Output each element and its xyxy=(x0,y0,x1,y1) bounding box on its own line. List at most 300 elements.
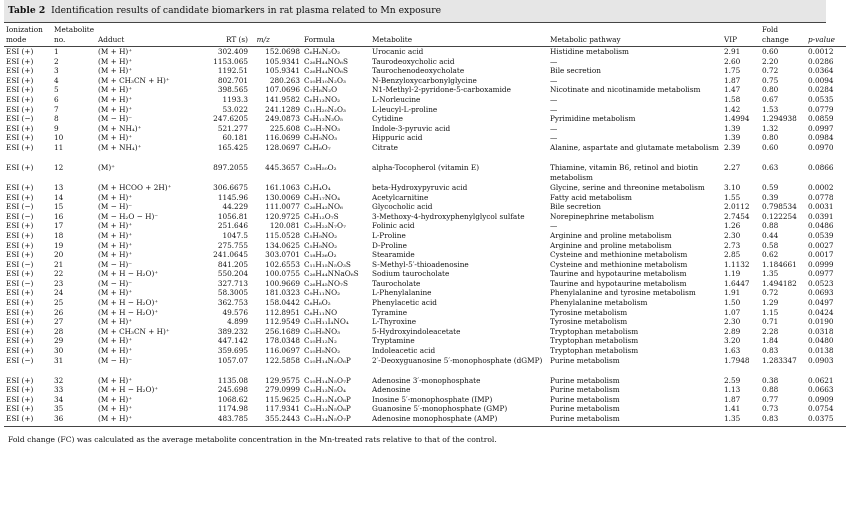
table-row xyxy=(4,395,846,405)
cell-p-value: 0.0391 xyxy=(808,211,834,221)
cell-metabolite: Guanosine 5′-monophosphate (GMP) xyxy=(372,404,508,414)
cell-metabolite-no: 16 xyxy=(54,211,64,221)
cell-ionization-mode: ESI (+) xyxy=(6,230,34,240)
header-rt: RT (s) xyxy=(192,23,250,47)
cell-p-value: 0.0977 xyxy=(808,269,834,279)
cell-adduct: (M + HCOO + 2H)⁺ xyxy=(98,182,172,192)
cell-metabolite: Cytidine xyxy=(372,114,403,124)
cell-adduct: (M + H)⁺ xyxy=(96,414,192,426)
cell-ionization-mode: ESI (+) xyxy=(6,326,34,336)
cell-metabolite-no: 24 xyxy=(54,288,64,298)
cell-metabolite: D-Proline xyxy=(372,240,407,250)
table-row xyxy=(4,308,846,318)
cell-p-value: 0.0284 xyxy=(808,85,834,95)
cell-formula: C₁₀H₇NO₃ xyxy=(304,123,341,133)
cell-ionization-mode: ESI (+) xyxy=(6,192,34,202)
cell-vip: 1.4994 xyxy=(724,114,750,124)
cell-metabolite-no: 5 xyxy=(54,85,59,95)
table-row xyxy=(4,250,846,260)
cell-fold-change: 0.122254 xyxy=(762,211,797,221)
cell-fold-change: 0.73 xyxy=(762,404,779,414)
cell-adduct: (M + H)⁺ xyxy=(98,336,133,346)
cell-metabolite: Inosine 5′-monophosphate (IMP) xyxy=(372,394,493,404)
cell-adduct: (M + H)⁺ xyxy=(98,47,133,56)
cell-vip: 1.42 xyxy=(724,104,741,114)
cell-vip: 1.58 xyxy=(724,94,741,104)
cell-fold-change: 1.53 xyxy=(762,104,779,114)
cell-ionization-mode: ESI (+) xyxy=(6,75,34,85)
cell-vip: 1.19 xyxy=(724,269,741,279)
cell-vip: 1.41 xyxy=(724,404,741,414)
cell-adduct: (M + H)⁺ xyxy=(98,56,133,66)
cell-p-value: 0.0480 xyxy=(808,336,834,346)
cell-formula: C₁₀H₁₃N₄O₈P xyxy=(304,394,351,404)
cell-adduct: (M − H)⁻ xyxy=(98,278,133,288)
table-row xyxy=(4,221,846,231)
table-row xyxy=(4,124,846,134)
cell-ionization-mode: ESI (+) xyxy=(6,162,34,172)
cell-ionization-mode: ESI (+) xyxy=(4,414,52,426)
cell-fold-change: 0.83 xyxy=(762,346,779,356)
cell-rt: 245.698 xyxy=(217,385,248,395)
cell-p-value: 0.0364 xyxy=(808,66,834,76)
cell-adduct: (M + H)⁺ xyxy=(98,85,133,95)
cell-vip: 1.91 xyxy=(724,288,741,298)
cell-ionization-mode: ESI (+) xyxy=(6,336,34,346)
cell-pathway: Phenylalanine and tyrosine metabolism xyxy=(550,288,696,298)
table-row xyxy=(4,231,846,241)
cell-vip: 2.59 xyxy=(724,375,741,385)
cell-fold-change: 0.63 xyxy=(762,162,779,172)
cell-formula: C₆H₁₃NO₂ xyxy=(304,94,341,104)
cell-rt: 1056.81 xyxy=(217,211,248,221)
cell-formula: C₉H₁₁NO₂ xyxy=(304,288,341,298)
cell-formula: C₆H₈O₇ xyxy=(304,142,331,152)
cell-metabolite: Taurochenodeoxycholate xyxy=(372,66,465,76)
cell-vip: 1.6447 xyxy=(724,278,750,288)
cell-metabolite: Taurodeoxycholic acid xyxy=(372,56,455,66)
table-row xyxy=(4,356,846,376)
cell-formula: C₅H₉NO₂ xyxy=(304,230,338,240)
cell-ionization-mode: ESI (−) xyxy=(6,211,34,221)
cell-formula: C₁₀H₁₃N₅O₈P xyxy=(304,404,351,414)
cell-formula: C₉H₁₂O₇S xyxy=(304,211,339,221)
cell-rt: 398.565 xyxy=(217,85,248,95)
cell-formula: C₈H₁₁NO xyxy=(304,307,338,317)
cell-metabolite: Phenylacetic acid xyxy=(372,298,437,308)
cell-metabolite-no: 14 xyxy=(54,192,64,202)
cell-adduct: (M + H)⁺ xyxy=(98,240,133,250)
cell-fold-change: 2.20 xyxy=(762,56,779,66)
cell-metabolite-no: 29 xyxy=(54,336,64,346)
cell-metabolite: Stearamide xyxy=(372,250,415,260)
cell-rt: 483.785 xyxy=(192,414,250,426)
cell-formula: C₂₆H₄₄NO₆S xyxy=(304,56,348,66)
cell-mz: 115.9625 xyxy=(265,394,300,404)
cell-pathway: Norepinephrine metabolism xyxy=(550,211,655,221)
header-row xyxy=(4,23,846,47)
table-row xyxy=(4,163,846,183)
cell-ionization-mode: ESI (+) xyxy=(6,240,34,250)
table-row xyxy=(4,298,846,308)
cell-ionization-mode: ESI (+) xyxy=(6,221,34,231)
cell-p-value: 0.0318 xyxy=(808,326,834,336)
cell-metabolite-no: 1 xyxy=(54,47,59,56)
cell-ionization-mode: ESI (+) xyxy=(6,94,34,104)
cell-p-value: 0.0903 xyxy=(808,355,834,365)
cell-adduct: (M + H)⁺ xyxy=(98,394,133,404)
cell-formula: C₆H₆N₂O₂ xyxy=(304,47,341,56)
cell-p-value: 0.0017 xyxy=(808,250,834,260)
cell-pathway: Purine metabolism xyxy=(550,385,620,395)
cell-mz: 178.0348 xyxy=(265,336,300,346)
cell-fold-change: 0.60 xyxy=(762,47,779,56)
cell-pathway: Thiamine, vitamin B6, retinol and biotin metabolism xyxy=(550,162,699,182)
cell-rt: 1192.51 xyxy=(217,66,248,76)
table-row xyxy=(4,66,846,76)
cell-pathway: Histidine metabolism xyxy=(550,47,629,56)
cell-vip: 1.35 xyxy=(722,414,760,426)
cell-ionization-mode: ESI (+) xyxy=(6,288,34,298)
cell-rt: 251.646 xyxy=(217,221,248,231)
cell-fold-change: 0.80 xyxy=(762,85,779,95)
cell-adduct: (M − H)⁻ xyxy=(98,259,133,269)
cell-mz: 280.263 xyxy=(269,75,300,85)
cell-ionization-mode: ESI (+) xyxy=(6,56,34,66)
cell-p-value: 0.0539 xyxy=(808,230,834,240)
cell-pathway: Taurine and hypotaurine metabolism xyxy=(550,269,687,279)
cell-fold-change: 1.294938 xyxy=(762,114,797,124)
cell-p-value: 0.0779 xyxy=(808,104,834,114)
cell-fold-change: 0.39 xyxy=(762,192,779,202)
table-row xyxy=(4,317,846,327)
cell-vip: 1.87 xyxy=(724,75,741,85)
cell-p-value: 0.0999 xyxy=(808,259,834,269)
cell-metabolite-no: 20 xyxy=(54,250,64,260)
cell-p-value: 0.0497 xyxy=(808,298,834,308)
cell-adduct: (M)⁺ xyxy=(98,162,116,172)
cell-ionization-mode: ESI (+) xyxy=(6,404,34,414)
cell-formula: C₁₀H₁₃N₅O₄ xyxy=(304,385,346,395)
cell-vip: 2.73 xyxy=(724,240,741,250)
cell-mz: 130.0069 xyxy=(265,192,300,202)
cell-adduct: (M + H)⁺ xyxy=(98,94,133,104)
cell-ionization-mode: ESI (−) xyxy=(6,259,34,269)
table-row xyxy=(4,114,846,124)
cell-metabolite: L-Norleucine xyxy=(372,94,421,104)
cell-mz: 116.0697 xyxy=(265,346,300,356)
cell-metabolite-no: 11 xyxy=(54,142,64,152)
cell-fold-change: 0.38 xyxy=(762,375,779,385)
cell-pathway: Purine metabolism xyxy=(550,394,620,404)
cell-adduct: (M + H)⁺ xyxy=(98,346,133,356)
cell-formula: C₂₆H₄₃NO₆ xyxy=(304,202,343,212)
cell-formula: C₁₀H₉NO₂ xyxy=(304,346,341,356)
cell-adduct: (M + H)⁺ xyxy=(98,66,133,76)
table-row xyxy=(4,376,846,386)
cell-vip: 2.30 xyxy=(724,317,741,327)
cell-p-value: 0.0859 xyxy=(808,114,834,124)
cell-p-value: 0.0970 xyxy=(808,142,834,152)
cell-pathway: Nicotinate and nicotinamide metabolism xyxy=(550,85,701,95)
cell-metabolite-no: 32 xyxy=(54,375,64,385)
cell-fold-change: 1.32 xyxy=(762,123,779,133)
cell-rt: 362.753 xyxy=(217,298,248,308)
cell-adduct: (M + H)⁺ xyxy=(98,221,133,231)
cell-vip: 1.47 xyxy=(724,85,741,95)
cell-formula: C₁₈H₃₆O₂ xyxy=(304,250,337,260)
cell-rt: 4.899 xyxy=(227,317,248,327)
cell-mz: 181.0323 xyxy=(265,288,300,298)
cell-adduct: (M + H)⁺ xyxy=(98,230,133,240)
cell-metabolite: S-Methyl-5′-thioadenosine xyxy=(372,259,469,269)
table-body xyxy=(4,47,846,427)
cell-formula: C₉H₁₃N₃O₅ xyxy=(304,114,343,124)
cell-rt: 275.755 xyxy=(217,240,248,250)
cell-formula: C₂₆H₄₅NO₇S xyxy=(304,278,348,288)
cell-fold-change: 0.77 xyxy=(762,394,779,404)
cell-mz: 112.9549 xyxy=(265,317,300,327)
cell-metabolite: Sodium taurocholate xyxy=(372,269,450,279)
cell-vip: 2.0112 xyxy=(724,202,750,212)
cell-mz: 279.0999 xyxy=(265,385,300,395)
cell-adduct: (M − H)⁻ xyxy=(98,355,133,365)
cell-vip: 1.39 xyxy=(724,123,741,133)
cell-formula: C₁₁H₂₀N₂O₃ xyxy=(304,104,346,114)
cell-adduct: (M + H)⁺ xyxy=(98,288,133,298)
cell-ionization-mode: ESI (+) xyxy=(6,269,34,279)
cell-rt: 521.277 xyxy=(217,123,248,133)
cell-vip: 1.50 xyxy=(724,298,741,308)
table-row xyxy=(4,269,846,279)
cell-metabolite: Glycocholic acid xyxy=(372,202,433,212)
cell-metabolite: alpha-Tocopherol (vitamin E) xyxy=(372,162,480,172)
cell-rt: 802.701 xyxy=(217,75,248,85)
cell-mz: 303.0701 xyxy=(265,250,300,260)
cell-rt: 1193.3 xyxy=(222,94,248,104)
cell-rt: 447.142 xyxy=(217,336,248,346)
cell-metabolite: beta-Hydroxypyruvic acid xyxy=(372,182,468,192)
cell-fold-change: 0.80 xyxy=(762,133,779,143)
cell-p-value: 0.0778 xyxy=(808,192,834,202)
header-mz: m/z xyxy=(250,23,302,47)
cell-metabolite: N-Benzyloxycarbonylglycine xyxy=(372,75,477,85)
cell-fold-change: 1.35 xyxy=(762,269,779,279)
cell-vip: 2.91 xyxy=(724,47,741,56)
cell-metabolite-no: 23 xyxy=(54,278,64,288)
cell-p-value: 0.0031 xyxy=(808,202,834,212)
cell-metabolite-no: 10 xyxy=(54,133,64,143)
cell-adduct: (M + H)⁺ xyxy=(98,104,133,114)
header-fold-change: Fold change xyxy=(760,23,806,47)
cell-pathway: — xyxy=(550,123,558,133)
cell-pathway: Arginine and proline metabolism xyxy=(550,240,672,250)
cell-rt: 302.409 xyxy=(217,47,248,56)
cell-p-value: 0.0138 xyxy=(808,346,834,356)
cell-vip: 2.30 xyxy=(724,230,741,240)
cell-metabolite-no: 21 xyxy=(54,259,64,269)
cell-fold-change: 0.62 xyxy=(762,250,779,260)
table-row xyxy=(4,202,846,212)
cell-metabolite-no: 26 xyxy=(54,307,64,317)
cell-pathway: Purine metabolism xyxy=(550,355,620,365)
cell-metabolite: N1-Methyl-2-pyridone-5-carboxamide xyxy=(372,85,511,95)
cell-p-value: 0.0424 xyxy=(808,307,834,317)
cell-vip: 1.87 xyxy=(724,394,741,404)
cell-adduct: (M + CH₃CN + H)⁺ xyxy=(98,75,170,85)
cell-metabolite: L-Proline xyxy=(372,230,406,240)
cell-vip: 2.27 xyxy=(724,162,741,172)
cell-rt: 550.204 xyxy=(217,269,248,279)
cell-mz: 120.9725 xyxy=(265,211,300,221)
cell-formula: C₃H₄O₄ xyxy=(304,182,331,192)
cell-p-value: 0.0094 xyxy=(808,75,834,85)
table-row xyxy=(4,183,846,193)
cell-pathway: Pyrimidine metabolism xyxy=(550,114,636,124)
table-caption xyxy=(4,0,826,23)
cell-metabolite-no: 3 xyxy=(54,66,59,76)
cell-metabolite: Tyramine xyxy=(372,307,408,317)
cell-metabolite-no: 18 xyxy=(54,230,64,240)
cell-rt: 60.181 xyxy=(222,133,248,143)
cell-mz: 128.0697 xyxy=(265,142,300,152)
table-title: Identification results of candidate biomarkers in rat plasma related to Mn exposure xyxy=(51,5,442,16)
header-ionization-mode: Ionization mode xyxy=(4,23,52,47)
cell-metabolite-no: 36 xyxy=(52,414,96,426)
table-row xyxy=(4,76,846,86)
cell-rt: 841.205 xyxy=(217,259,248,269)
cell-metabolite: Tryptamine xyxy=(372,336,415,346)
cell-formula: C₁₀H₁₄N₅O₇P xyxy=(304,375,351,385)
cell-metabolite-no: 33 xyxy=(54,385,64,395)
cell-p-value: 0.0523 xyxy=(808,278,834,288)
cell-mz: 158.0442 xyxy=(265,298,300,308)
cell-fold-change: 0.798534 xyxy=(762,202,797,212)
cell-ionization-mode: ESI (+) xyxy=(6,307,34,317)
cell-metabolite: Citrate xyxy=(372,142,398,152)
cell-p-value: 0.0909 xyxy=(808,394,834,404)
table-row xyxy=(4,47,846,57)
cell-rt: 165.425 xyxy=(217,142,248,152)
cell-metabolite-no: 6 xyxy=(54,94,59,104)
cell-formula: C₁₀H₁₂N₂ xyxy=(304,336,337,346)
cell-fold-change: 0.44 xyxy=(762,230,779,240)
cell-mz: 152.0698 xyxy=(265,47,300,56)
cell-metabolite: 3-Methoxy-4-hydroxyphenylglycol sulfate xyxy=(372,211,525,221)
cell-adduct: (M + H)⁺ xyxy=(98,375,133,385)
cell-mz: 141.9582 xyxy=(265,94,300,104)
cell-ionization-mode: ESI (+) xyxy=(6,123,34,133)
cell-vip: 1.1132 xyxy=(724,259,750,269)
cell-vip: 1.39 xyxy=(724,133,741,143)
cell-fold-change: 0.83 xyxy=(760,414,806,426)
cell-ionization-mode: ESI (+) xyxy=(6,394,34,404)
header-formula: Formula xyxy=(302,23,370,47)
header-metabolite-no: Metabolite no. xyxy=(52,23,96,47)
cell-rt: 49.576 xyxy=(222,307,248,317)
cell-vip: 1.07 xyxy=(724,307,741,317)
cell-metabolite: Indole-3-pyruvic acid xyxy=(372,123,451,133)
table-row xyxy=(4,105,846,115)
cell-metabolite-no: 25 xyxy=(54,298,64,308)
cell-fold-change: 0.58 xyxy=(762,240,779,250)
cell-rt: 247.6205 xyxy=(213,114,248,124)
cell-formula: C₈H₈O₂ xyxy=(304,298,331,308)
cell-ionization-mode: ESI (+) xyxy=(6,385,34,395)
cell-metabolite-no: 15 xyxy=(54,202,64,212)
cell-adduct: (M − H)⁻ xyxy=(98,202,133,212)
cell-metabolite: Adenosine monophosphate (AMP) xyxy=(370,414,548,426)
cell-formula: C₁₀H₁₀N₂O₃ xyxy=(304,75,346,85)
cell-pathway: Arginine and proline metabolism xyxy=(550,230,672,240)
table-row xyxy=(4,260,846,270)
cell-pathway: Bile secretion xyxy=(550,202,601,212)
cell-p-value: 0.0693 xyxy=(808,288,834,298)
cell-adduct: (M + H)⁺ xyxy=(98,250,133,260)
cell-metabolite-no: 17 xyxy=(54,221,64,231)
cell-ionization-mode: ESI (+) xyxy=(6,66,34,76)
cell-fold-change: 1.29 xyxy=(762,298,779,308)
cell-pathway: Tryptophan metabolism xyxy=(550,346,639,356)
cell-rt: 241.0645 xyxy=(213,250,248,260)
cell-ionization-mode: ESI (+) xyxy=(6,298,34,308)
cell-metabolite: 5-Hydroxyindoleacetate xyxy=(372,326,461,336)
table-row xyxy=(4,212,846,222)
cell-metabolite: Adenosine 3′-monophosphate xyxy=(372,375,481,385)
cell-pathway: Phenylalanine metabolism xyxy=(550,298,648,308)
cell-mz: 107.0696 xyxy=(265,85,300,95)
cell-pathway: Tyrosine metabolism xyxy=(550,317,628,327)
table-row xyxy=(4,288,846,298)
cell-mz: 111.0077 xyxy=(265,202,300,212)
cell-pathway: — xyxy=(550,94,558,104)
cell-mz: 355.2443 xyxy=(250,414,302,426)
cell-fold-change: 0.75 xyxy=(762,75,779,85)
header-p-value: p-value xyxy=(806,23,846,47)
cell-metabolite-no: 27 xyxy=(54,317,64,327)
cell-pathway: Taurine and hypotaurine metabolism xyxy=(550,278,687,288)
cell-p-value: 0.0984 xyxy=(808,133,834,143)
table-footnote: Fold change (FC) was calculated as the average metabolite concentration in the Mn-treated rats relative to that of the control. xyxy=(8,434,497,444)
cell-metabolite-no: 7 xyxy=(54,104,59,114)
cell-vip: 1.55 xyxy=(724,192,741,202)
cell-metabolite: Hippuric acid xyxy=(372,133,423,143)
cell-rt: 327.713 xyxy=(217,278,248,288)
cell-pathway: Purine metabolism xyxy=(550,404,620,414)
cell-fold-change: 1.494182 xyxy=(762,278,797,288)
cell-p-value: 0.0012 xyxy=(808,47,834,56)
cell-metabolite: L-Thyroxine xyxy=(372,317,417,327)
cell-pathway: Cysteine and methionine metabolism xyxy=(550,259,688,269)
cell-formula: C₂₆H₄₄NNaO₆S xyxy=(304,269,359,279)
cell-vip: 1.26 xyxy=(724,221,741,231)
cell-fold-change: 1.184661 xyxy=(762,259,797,269)
cell-formula: C₁₀H₁₄N₅O₆P xyxy=(304,355,351,365)
cell-adduct: (M + H)⁺ xyxy=(98,192,133,202)
cell-pathway: — xyxy=(550,75,558,85)
cell-rt: 1145.96 xyxy=(217,192,248,202)
cell-mz: 134.0625 xyxy=(265,240,300,250)
cell-ionization-mode: ESI (+) xyxy=(6,133,34,143)
cell-p-value: 0.0621 xyxy=(808,375,834,385)
cell-formula: C₉H₁₇NO₄ xyxy=(304,192,341,202)
cell-metabolite-no: 8 xyxy=(54,114,59,124)
cell-pathway: Alanine, aspartate and glutamate metabolism xyxy=(550,142,719,152)
cell-metabolite: Adenosine xyxy=(372,385,411,395)
cell-formula: C₉H₉NO₃ xyxy=(304,133,338,143)
cell-vip: 1.63 xyxy=(724,346,741,356)
cell-mz: 100.9669 xyxy=(265,278,300,288)
